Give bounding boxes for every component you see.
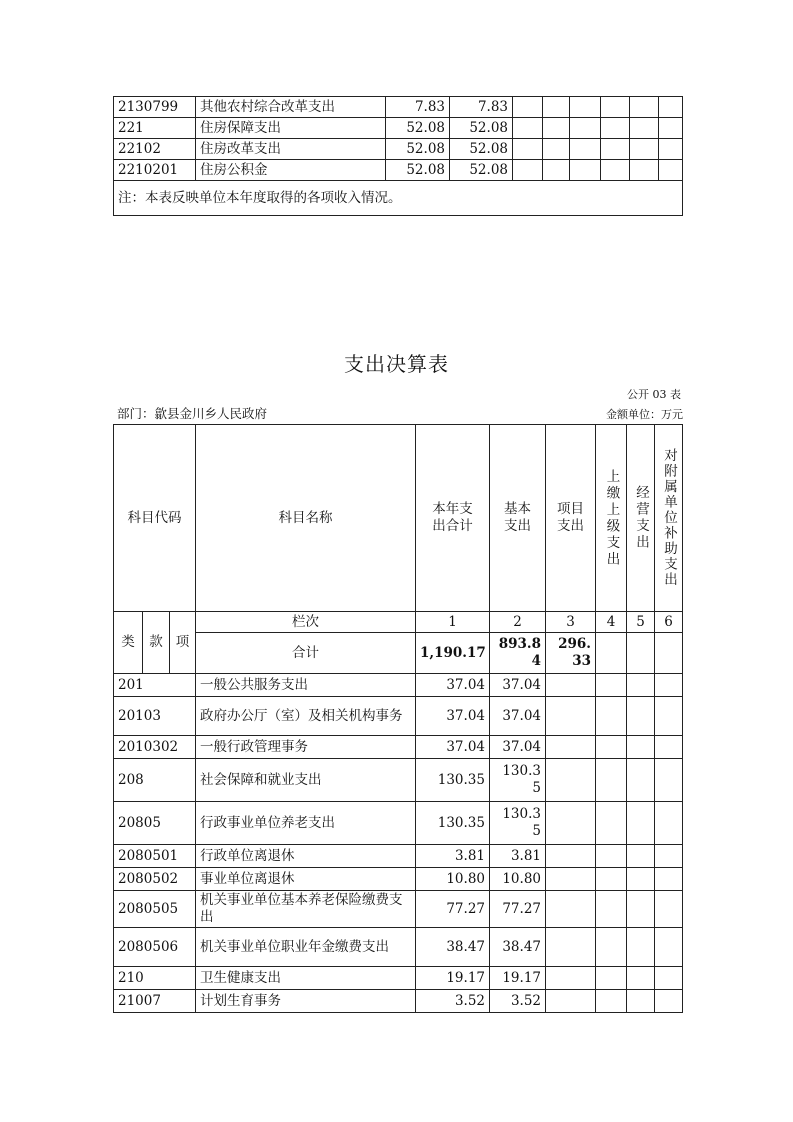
empty-cell [655, 990, 683, 1013]
row-basic: 130.35 [490, 802, 546, 845]
row-code: 20103 [114, 697, 196, 736]
empty-cell [596, 891, 627, 928]
empty-cell [596, 990, 627, 1013]
sum-total: 1,190.17 [416, 633, 490, 674]
table-row [114, 674, 683, 697]
table-row [114, 736, 683, 759]
empty-cell [655, 891, 683, 928]
row-code: 2080505 [114, 891, 196, 928]
empty-cell [546, 868, 596, 891]
empty-cell [655, 802, 683, 845]
header-operating: 经营支出 [627, 425, 655, 612]
row-name: 一般公共服务支出 [196, 674, 416, 697]
empty-cell [627, 802, 655, 845]
row-name: 社会保障和就业支出 [196, 759, 416, 802]
empty-cell [630, 160, 659, 181]
empty-cell [546, 802, 596, 845]
row-total: 52.08 [386, 160, 450, 181]
empty-cell [601, 160, 630, 181]
row-total: 37.04 [416, 697, 490, 736]
empty-cell [546, 845, 596, 868]
row-basic: 10.80 [490, 868, 546, 891]
row-name: 事业单位离退休 [196, 868, 416, 891]
empty-cell [596, 697, 627, 736]
header-kuan: 款 [143, 612, 170, 674]
empty-cell [596, 759, 627, 802]
row-total: 3.52 [416, 990, 490, 1013]
row-code: 2080501 [114, 845, 196, 868]
form-number: 公开 03 表 [627, 388, 681, 401]
empty-cell [659, 160, 683, 181]
row-total: 37.04 [416, 736, 490, 759]
empty-cell [627, 891, 655, 928]
empty-cell [546, 891, 596, 928]
empty-cell [546, 697, 596, 736]
empty-cell [513, 118, 543, 139]
empty-cell [543, 160, 570, 181]
table-row [114, 868, 683, 891]
row-basic: 3.52 [490, 990, 546, 1013]
row-code: 2210201 [114, 160, 196, 181]
row-basic: 52.08 [450, 139, 513, 160]
empty-cell [596, 845, 627, 868]
empty-cell [655, 967, 683, 990]
row-code: 2010302 [114, 736, 196, 759]
empty-cell [546, 674, 596, 697]
header-lei: 类 [114, 612, 143, 674]
empty-cell [659, 97, 683, 118]
col-number: 2 [490, 612, 546, 633]
table-row [114, 845, 683, 868]
row-code: 21007 [114, 990, 196, 1013]
row-total: 3.81 [416, 845, 490, 868]
sum-basic: 893.84 [490, 633, 546, 674]
header-code: 科目代码 [114, 425, 196, 612]
row-name: 行政单位离退休 [196, 845, 416, 868]
table-row [114, 967, 683, 990]
empty-cell [627, 736, 655, 759]
empty-cell [659, 139, 683, 160]
sum-project: 296.33 [546, 633, 596, 674]
expenditure-table [113, 424, 683, 1013]
empty-cell [546, 967, 596, 990]
empty-cell [513, 97, 543, 118]
table-row [114, 118, 683, 139]
empty-cell [627, 759, 655, 802]
row-basic: 52.08 [450, 160, 513, 181]
empty-cell [627, 845, 655, 868]
row-total: 52.08 [386, 139, 450, 160]
unit-label: 金额单位：万元 [606, 408, 683, 421]
empty-cell [596, 802, 627, 845]
col-number: 3 [546, 612, 596, 633]
empty-cell [543, 97, 570, 118]
col-number: 4 [596, 612, 627, 633]
empty-cell [601, 139, 630, 160]
row-name: 住房保障支出 [196, 118, 386, 139]
table-row [114, 139, 683, 160]
row-basic: 37.04 [490, 697, 546, 736]
header-subsidy: 对附属单位补助支出 [655, 425, 683, 612]
row-code: 221 [114, 118, 196, 139]
table-row [114, 928, 683, 967]
row-total: 7.83 [386, 97, 450, 118]
empty-cell [601, 97, 630, 118]
row-code: 208 [114, 759, 196, 802]
sum-label: 合计 [196, 633, 416, 674]
row-name: 住房改革支出 [196, 139, 386, 160]
empty-cell [570, 139, 601, 160]
row-name: 住房公积金 [196, 160, 386, 181]
empty-cell [546, 990, 596, 1013]
header-project: 项目支出 [546, 425, 596, 612]
empty-cell [543, 118, 570, 139]
table-row [114, 802, 683, 845]
row-code: 210 [114, 967, 196, 990]
row-total: 52.08 [386, 118, 450, 139]
empty-cell [627, 697, 655, 736]
empty-cell [596, 674, 627, 697]
row-name: 其他农村综合改革支出 [196, 97, 386, 118]
header-upper: 上缴上级支出 [596, 425, 627, 612]
empty-cell [627, 674, 655, 697]
table-row [114, 97, 683, 118]
row-total: 130.35 [416, 802, 490, 845]
page-title: 支出决算表 [344, 352, 449, 376]
row-basic: 7.83 [450, 97, 513, 118]
row-total: 10.80 [416, 868, 490, 891]
row-basic: 130.35 [490, 759, 546, 802]
row-code: 20805 [114, 802, 196, 845]
row-basic: 77.27 [490, 891, 546, 928]
table-row [114, 891, 683, 928]
empty-cell [655, 845, 683, 868]
row-basic: 38.47 [490, 928, 546, 967]
row-code: 2130799 [114, 97, 196, 118]
row-name: 政府办公厅（室）及相关机构事务 [196, 697, 416, 736]
row-code: 2080506 [114, 928, 196, 967]
row-total: 130.35 [416, 759, 490, 802]
empty-cell [655, 697, 683, 736]
col-number: 6 [655, 612, 683, 633]
empty-cell [659, 118, 683, 139]
header-xiang: 项 [170, 612, 196, 674]
empty-cell [546, 736, 596, 759]
row-total: 37.04 [416, 674, 490, 697]
row-name: 机关事业单位职业年金缴费支出 [196, 928, 416, 967]
header-total: 本年支出合计 [416, 425, 490, 612]
empty-cell [546, 928, 596, 967]
row-basic: 52.08 [450, 118, 513, 139]
row-name: 计划生育事务 [196, 990, 416, 1013]
row-name: 一般行政管理事务 [196, 736, 416, 759]
empty-cell [627, 868, 655, 891]
empty-cell [596, 928, 627, 967]
empty-cell [596, 868, 627, 891]
row-code: 22102 [114, 139, 196, 160]
row-name: 行政事业单位养老支出 [196, 802, 416, 845]
empty-cell [601, 118, 630, 139]
column-label: 栏次 [196, 612, 416, 633]
empty-cell [570, 160, 601, 181]
empty-cell [627, 967, 655, 990]
header-name: 科目名称 [196, 425, 416, 612]
empty-cell [596, 967, 627, 990]
col-number: 1 [416, 612, 490, 633]
empty-cell [655, 759, 683, 802]
department-label: 部门：歙县金川乡人民政府 [117, 406, 268, 421]
empty-cell [655, 736, 683, 759]
table-row [114, 697, 683, 736]
empty-cell [630, 97, 659, 118]
empty-cell [570, 97, 601, 118]
row-basic: 37.04 [490, 674, 546, 697]
table-row [114, 759, 683, 802]
row-total: 77.27 [416, 891, 490, 928]
empty-cell [570, 118, 601, 139]
table-note: 注：本表反映单位本年度取得的各项收入情况。 [114, 181, 683, 216]
empty-cell [627, 990, 655, 1013]
empty-cell [630, 139, 659, 160]
empty-cell [627, 928, 655, 967]
row-basic: 3.81 [490, 845, 546, 868]
row-name: 机关事业单位基本养老保险缴费支出 [196, 891, 416, 928]
empty-cell [596, 736, 627, 759]
table-row [114, 160, 683, 181]
empty-cell [543, 139, 570, 160]
row-basic: 19.17 [490, 967, 546, 990]
row-total: 38.47 [416, 928, 490, 967]
empty-cell [546, 759, 596, 802]
row-name: 卫生健康支出 [196, 967, 416, 990]
row-code: 201 [114, 674, 196, 697]
empty-cell [655, 868, 683, 891]
empty-cell [630, 118, 659, 139]
header-basic: 基本支出 [490, 425, 546, 612]
row-total: 19.17 [416, 967, 490, 990]
col-number: 5 [627, 612, 655, 633]
income-table-continued [113, 96, 683, 216]
empty-cell [655, 674, 683, 697]
row-basic: 37.04 [490, 736, 546, 759]
table-row [114, 990, 683, 1013]
empty-cell [655, 928, 683, 967]
row-code: 2080502 [114, 868, 196, 891]
empty-cell [513, 160, 543, 181]
empty-cell [513, 139, 543, 160]
